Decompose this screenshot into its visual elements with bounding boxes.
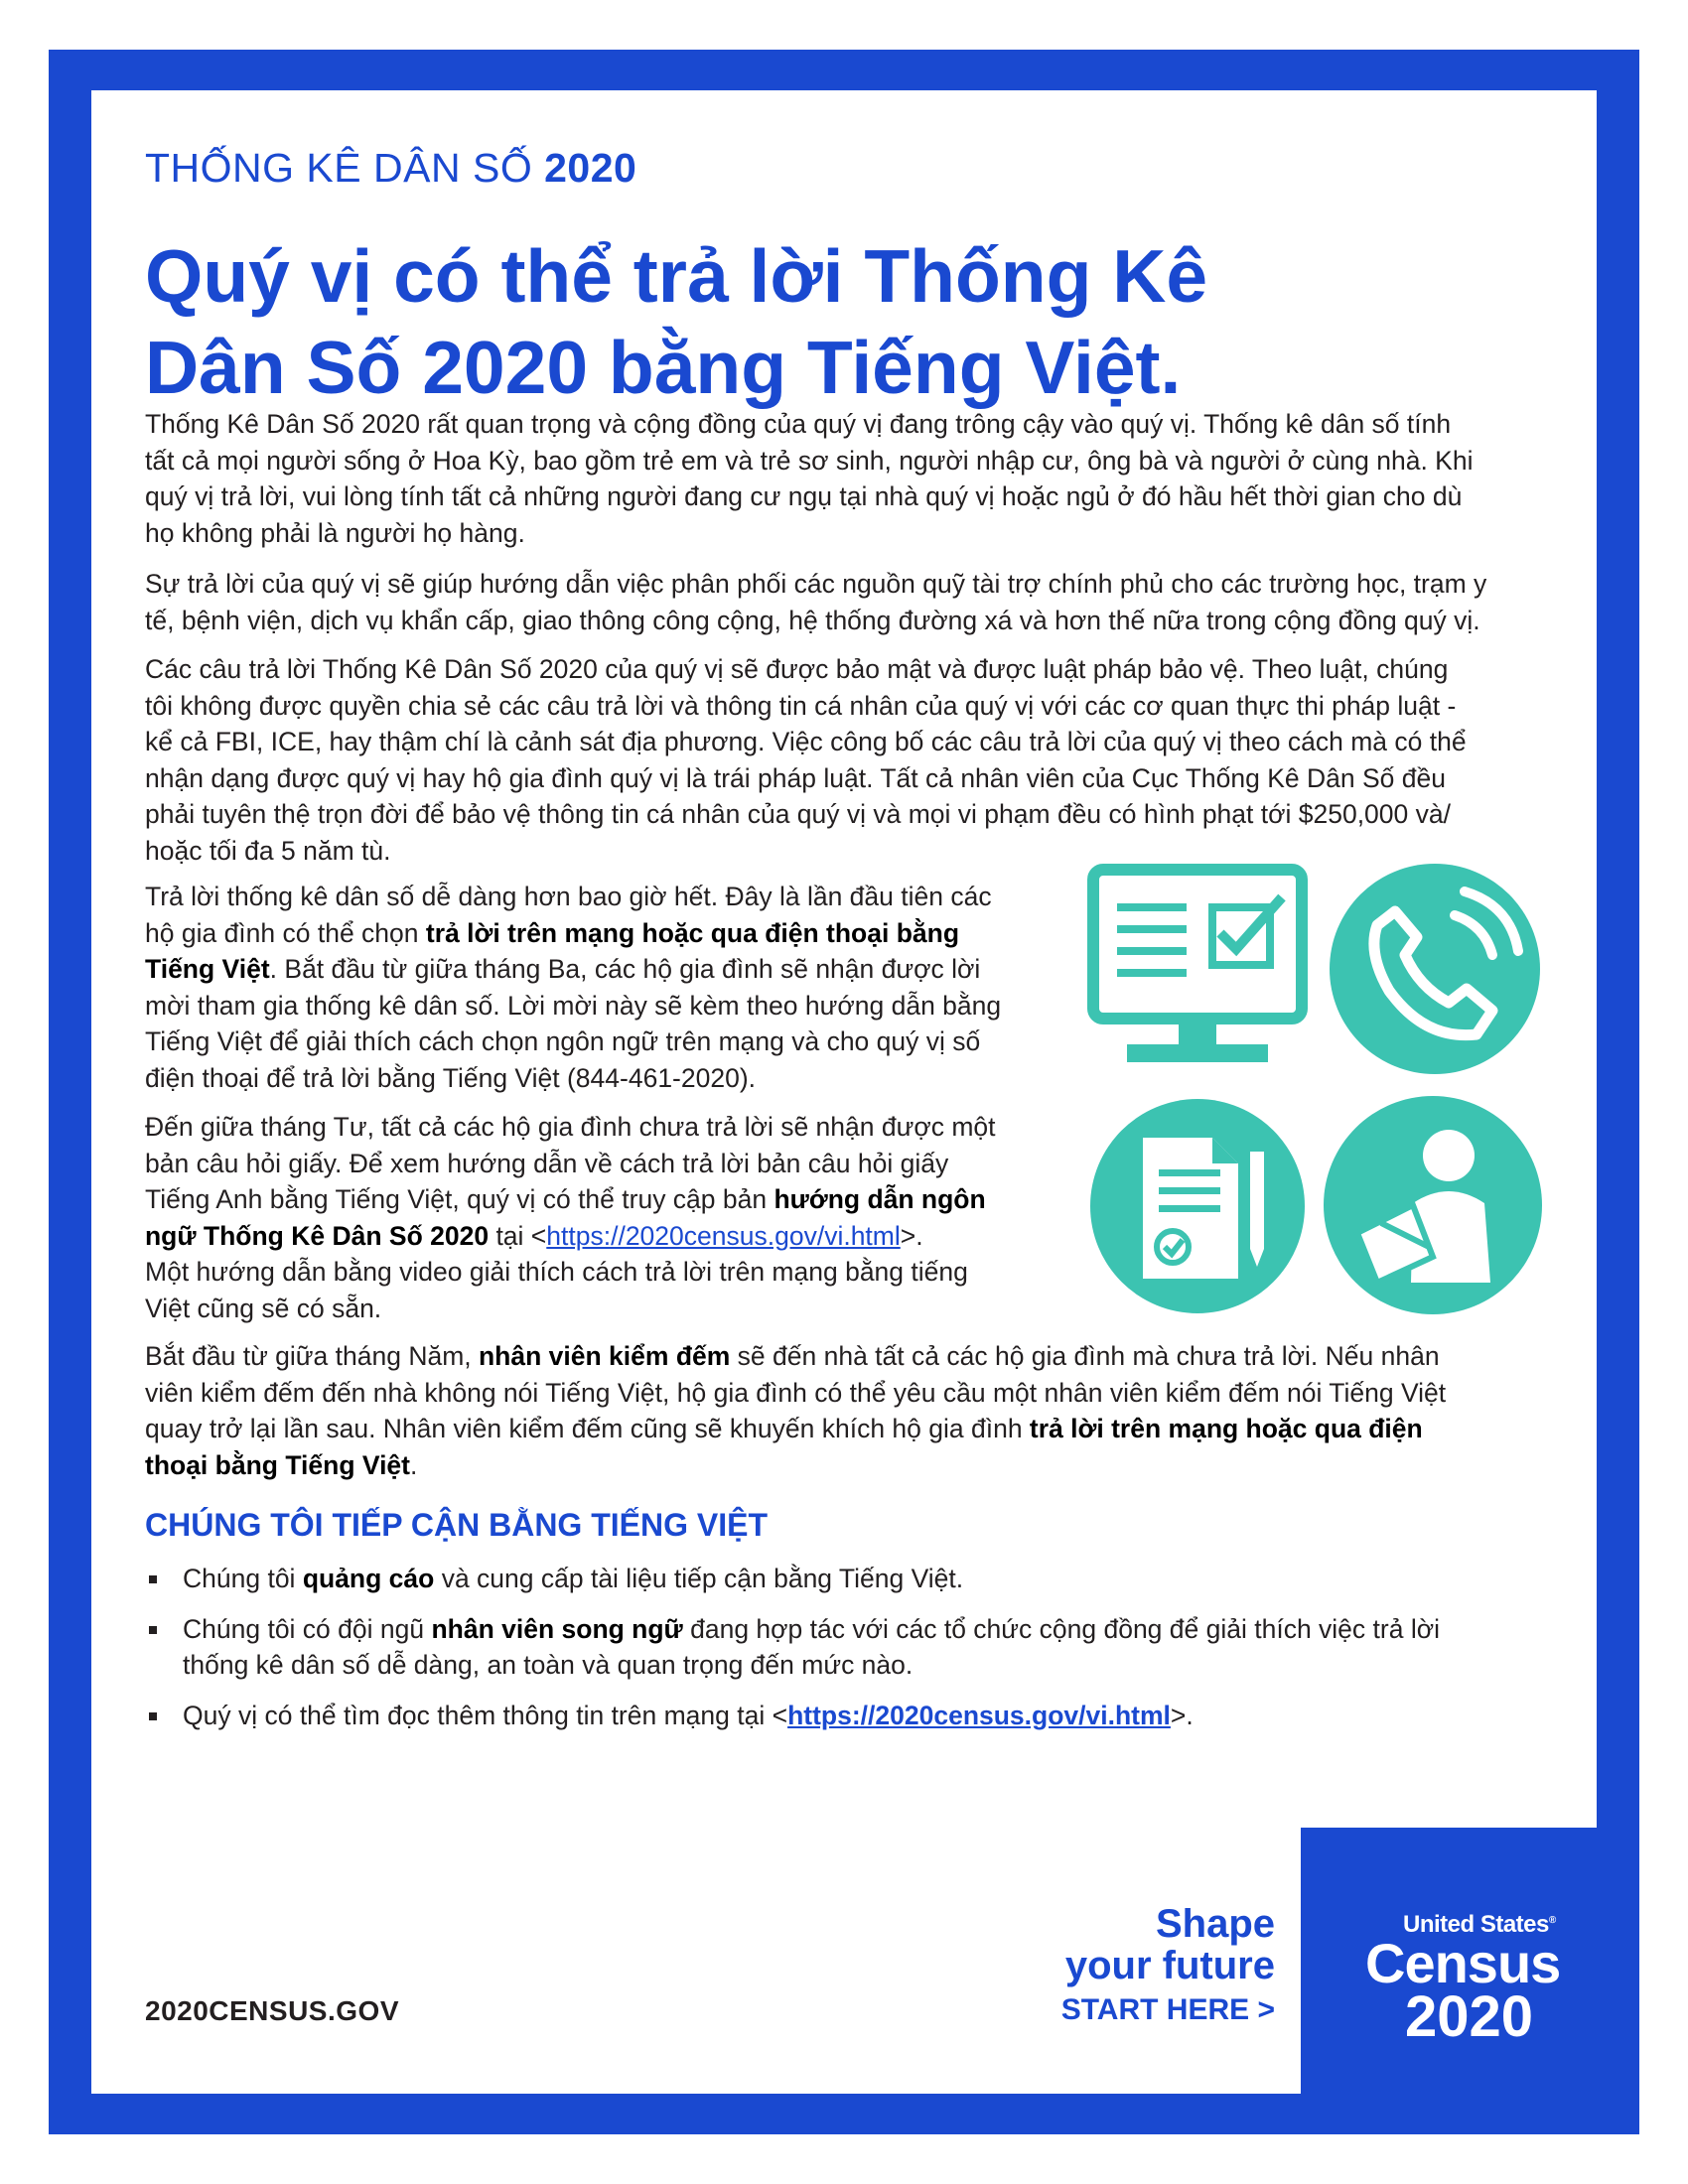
language-guide-link[interactable]: https://2020census.gov/vi.html xyxy=(546,1220,901,1251)
page-title xyxy=(145,230,1436,413)
paragraph-confidentiality: Các câu trả lời Thống Kê Dân Số 2020 của quý vị sẽ được bảo mật và được luật pháp bảo vệ. Theo luật, chúng tôi không được quyền chia sẻ các câu trả lời và thông tin cá nhân của quý vị với các cơ quan thực thi pháp luật - kể cả FBI, ICE, hay thậm chí là cảnh sát địa phương. Việc công bố các câu trả lời của quý vị theo cách mà có thể nhận dạng được quý vị hay hộ gia đình quý vị là trái pháp luật. Tất cả nhân viên của Cục Thống Kê Dân Số đều phải tuyên thệ trọn đời để bảo vệ thông tin cá nhân của quý vị và mọi vi phạm đều có hình phạt tới $250,000 và/ hoặc tối đa 5 năm tù. xyxy=(145,654,1467,866)
eyebrow-title: THỐNG KÊ DÂN SỐ 2020 xyxy=(145,145,637,191)
start-here-link[interactable]: START HERE > xyxy=(1060,1993,1275,2026)
bullet-icon xyxy=(149,1626,157,1634)
paragraph-intro: Thống Kê Dân Số 2020 rất quan trọng và cộng đồng của quý vị đang trông cậy vào quý vị. Thống kê dân số tính tất cả mọi người sống ở Hoa Kỳ, bao gồm trẻ em và trẻ sơ sinh, người nhập cư, ông bà và người ở cùng nhà. Khi quý vị trả lời, vui lòng tính tất cả những người đang cư ngụ tại nhà quý vị hoặc ngủ ở đó hầu hết thời gian cho dù họ không phải là người họ hàng. xyxy=(145,409,1474,548)
footer-website: 2020CENSUS.GOV xyxy=(145,1995,399,2026)
paragraph-paper-questionnaire: Đến giữa tháng Tư, tất cả các hộ gia đình chưa trả lời sẽ nhận được một bản câu hỏi giấy. Để xem hướng dẫn về cách trả lời bản câu hỏi giấy Tiếng Anh bằng Tiếng Việt, quý vị có thể truy cập bản hướng dẫn ngôn ngữ Thống Kê Dân Số 2020 tại <https://2020census.gov/vi.html>. Một hướng dẫn bằng video giải thích cách trả lời trên mạng bằng tiếng Việt cũng sẽ có sẵn. xyxy=(145,1112,996,1323)
census-2020-logo: United States® Census 2020 xyxy=(1365,1911,1561,2049)
response-method-icons xyxy=(1087,864,1544,1316)
computer-checklist-icon xyxy=(1087,864,1308,1074)
paper-form-icon xyxy=(1087,1096,1308,1316)
list-item: Chúng tôi quảng cáo và cung cấp tài liệu tiếp cận bằng Tiếng Việt. xyxy=(145,1561,1575,1597)
shape-your-future-tagline: Shape your future START HERE > xyxy=(1033,1903,1275,2030)
title-line-1: Quý vị có thể trả lời Thống Kê xyxy=(145,234,1208,318)
list-item: Chúng tôi có đội ngũ nhân viên song ngữ đang hợp tác với các tổ chức cộng đồng để giải thích việc trả lời thống kê dân số dễ dàng, an toàn và quan trọng đến mức nào. xyxy=(145,1611,1575,1684)
bullet-icon xyxy=(149,1575,157,1583)
paragraph-funding: Sự trả lời của quý vị sẽ giúp hướng dẫn việc phân phối các nguồn quỹ tài trợ chính phủ cho các trường học, trạm y tế, bệnh viện, dịch vụ khẩn cấp, giao thông công cộng, hệ thống đường xá và hơn thế nữa trong cộng đồng quý vị. xyxy=(145,569,1487,635)
paragraph-enumerators: Bắt đầu từ giữa tháng Năm, nhân viên kiểm đếm sẽ đến nhà tất cả các hộ gia đình mà chưa trả lời. Nếu nhân viên kiểm đếm đến nhà không nói Tiếng Việt, hộ gia đình có thể yêu cầu một nhân viên kiểm đếm nói Tiếng Việt quay trở lại lần sau. Nhân viên kiểm đếm cũng sẽ khuyến khích hộ gia đình trả lời trên mạng hoặc qua điện thoại bằng Tiếng Việt. xyxy=(145,1341,1447,1480)
bullet-icon xyxy=(149,1712,157,1720)
census-website-link[interactable]: https://2020census.gov/vi.html xyxy=(787,1700,1171,1730)
title-line-2: Dân Số 2020 bằng Tiếng Việt. xyxy=(145,326,1182,409)
list-item: Quý vị có thể tìm đọc thêm thông tin trên mạng tại <https://2020census.gov/vi.html>. xyxy=(145,1698,1575,1734)
paragraph-respond-options: Trả lời thống kê dân số dễ dàng hơn bao giờ hết. Đây là lần đầu tiên các hộ gia đình có thể chọn trả lời trên mạng hoặc qua điện thoại bằng Tiếng Việt. Bắt đầu từ giữa tháng Ba, các hộ gia đình sẽ nhận được lời mời tham gia thống kê dân số. Lời mời này sẽ kèm theo hướng dẫn bằng Tiếng Việt để giải thích cách chọn ngôn ngữ trên mạng và cho quý vị số điện thoại để trả lời bằng Tiếng Việt (844-461-2020). xyxy=(145,882,1002,1093)
phone-icon xyxy=(1326,864,1544,1074)
census-worker-icon xyxy=(1322,1094,1544,1316)
outreach-list xyxy=(145,1561,1575,1747)
section-heading: CHÚNG TÔI TIẾP CẬN BẰNG TIẾNG VIỆT xyxy=(145,1507,768,1543)
